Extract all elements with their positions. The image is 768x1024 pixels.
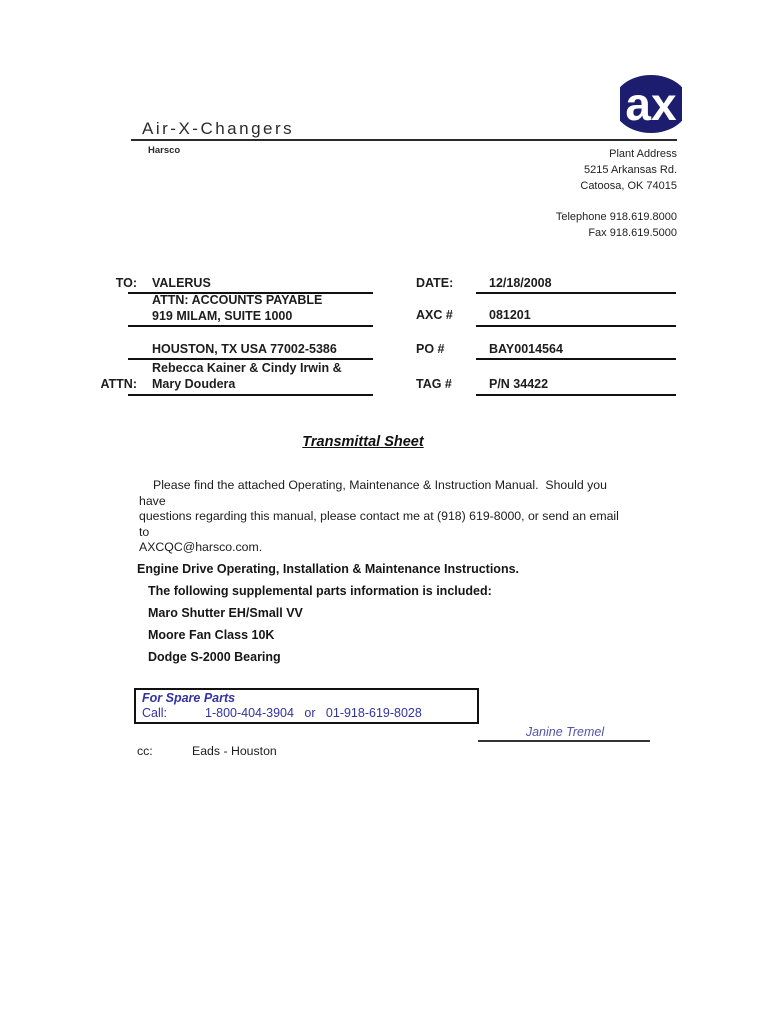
engine-section-subheading: The following supplemental parts information is included: <box>148 584 492 598</box>
axc-number-underline <box>476 325 676 327</box>
to-street-value: 919 MILAM, SUITE 1000 <box>152 309 293 323</box>
axc-logo-icon <box>617 74 685 134</box>
attn-underline <box>128 394 373 396</box>
to-attn-line-value: ATTN: ACCOUNTS PAYABLE <box>152 293 323 307</box>
to-street-underline <box>128 325 373 327</box>
signature-name: Janine Tremel <box>525 725 605 739</box>
plant-address-block <box>377 146 677 194</box>
engine-item-2: Moore Fan Class 10K <box>148 628 275 642</box>
fax-line: Fax 918.619.5000 <box>588 227 677 239</box>
cc-value: Eads - Houston <box>192 744 277 758</box>
engine-item-1: Maro Shutter EH/Small VV <box>148 606 303 620</box>
header-rule <box>131 139 677 141</box>
to-city-value: HOUSTON, TX USA 77002-5386 <box>152 342 337 356</box>
to-city-underline <box>128 358 373 360</box>
axc-logo <box>617 74 685 134</box>
po-number-underline <box>476 358 676 360</box>
body-line-1: Please find the attached Operating, Maintenance & Instruction Manual. Should you have <box>139 478 611 508</box>
axc-number-label: AXC # <box>416 308 453 322</box>
po-number-label: PO # <box>416 342 445 356</box>
spare-parts-call-label: Call: <box>142 706 168 720</box>
body-line-3: AXCQC@harsco.com. <box>139 540 263 555</box>
company-subtitle: Harsco <box>148 145 181 156</box>
body-paragraph <box>139 478 623 556</box>
plant-address-street: 5215 Arkansas Rd. <box>584 164 677 176</box>
attn-names-line1-value: Rebecca Kainer & Cindy Irwin & <box>152 361 342 375</box>
tag-number-underline <box>476 394 676 396</box>
body-line-2: questions regarding this manual, please contact me at (918) 619-8000, or send an email to <box>139 509 623 539</box>
attn-names-line2-value: Mary Doudera <box>152 377 236 391</box>
to-label: TO: <box>115 276 137 290</box>
document-title: Transmittal Sheet <box>302 434 424 450</box>
telephone-line: Telephone 918.619.8000 <box>555 211 677 223</box>
signature-underline <box>478 740 650 742</box>
date-underline <box>476 292 676 294</box>
plant-address-title: Plant Address <box>609 148 677 160</box>
engine-item-3: Dodge S-2000 Bearing <box>148 650 281 664</box>
tag-number-value: P/N 34422 <box>489 377 549 391</box>
to-name-value: VALERUS <box>152 276 211 290</box>
attn-label: ATTN: <box>100 377 137 391</box>
svg-text:ax: ax <box>625 78 677 130</box>
date-value: 12/18/2008 <box>489 276 552 290</box>
phone-block <box>377 209 677 241</box>
cc-label: cc: <box>137 744 153 758</box>
axc-number-value: 081201 <box>489 308 531 322</box>
spare-parts-phone-numbers: 1-800-404-3904 or 01-918-619-8028 <box>205 706 422 720</box>
spare-parts-title: For Spare Parts <box>142 691 236 705</box>
engine-section-heading: Engine Drive Operating, Installation & Maintenance Instructions. <box>137 562 520 576</box>
plant-address-city: Catoosa, OK 74015 <box>580 180 677 192</box>
tag-number-label: TAG # <box>416 377 452 391</box>
po-number-value: BAY0014564 <box>489 342 563 356</box>
company-name: Air-X-Changers <box>142 119 295 138</box>
date-label: DATE: <box>416 276 454 290</box>
